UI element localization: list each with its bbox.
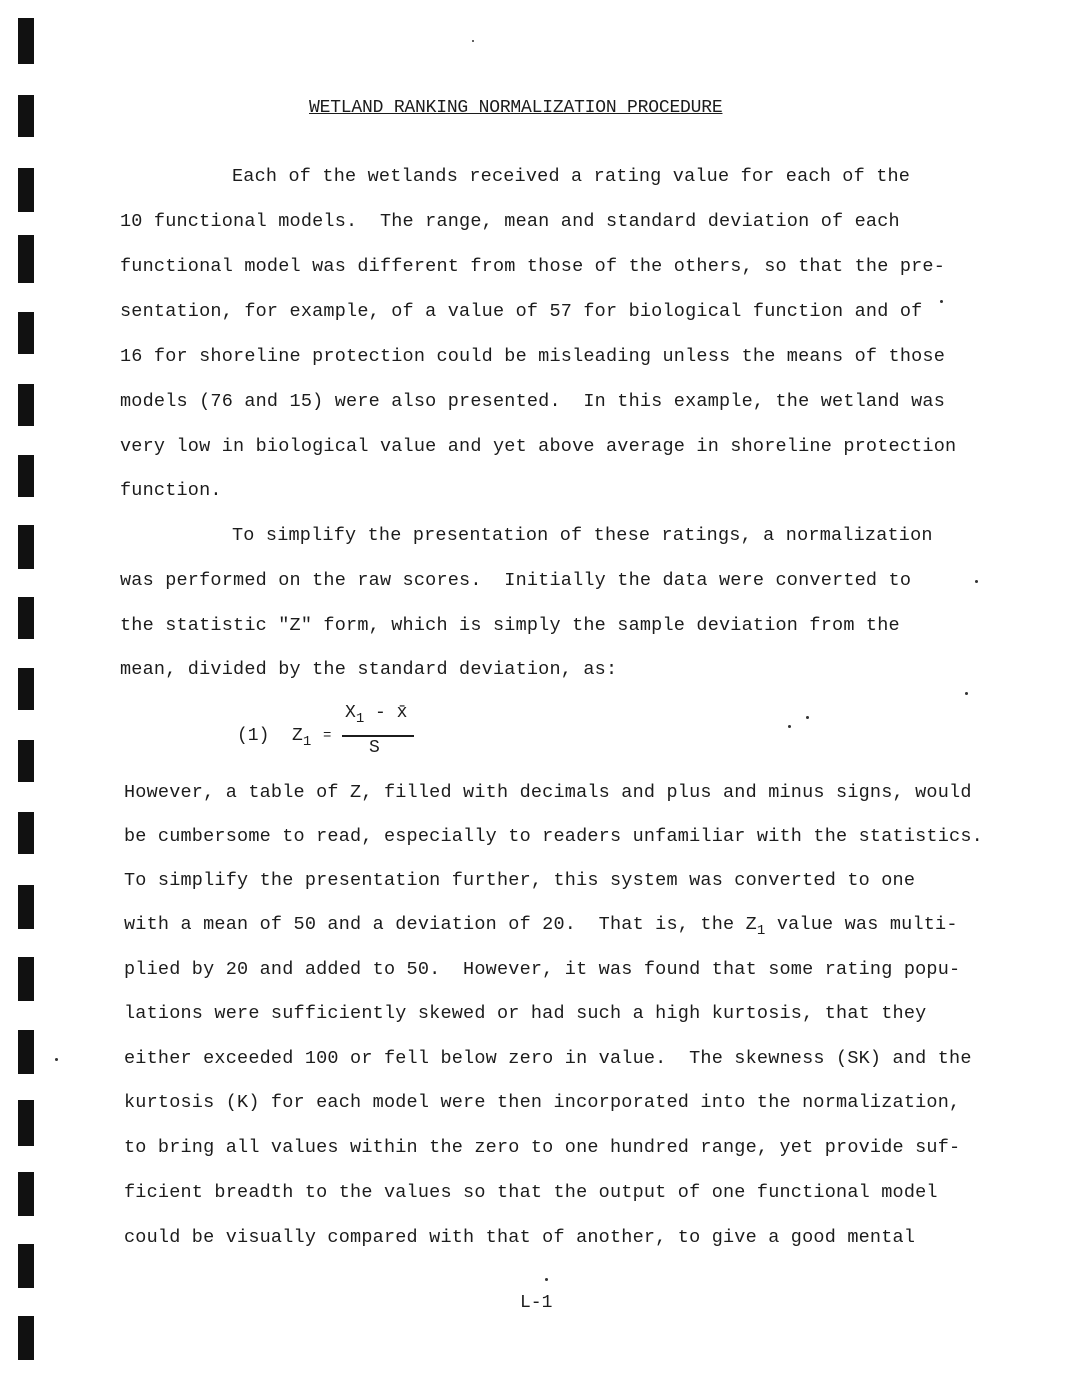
paragraph-line: functional model was different from those of the others, so that the pre- [120, 256, 946, 277]
binding-mark [18, 1244, 34, 1288]
paragraph-line: to bring all values within the zero to one hundred range, yet provide suf- [124, 1137, 961, 1158]
binding-mark [18, 597, 34, 639]
binding-mark [18, 1316, 34, 1360]
binding-mark [18, 384, 34, 426]
paragraph-line: sentation, for example, of a value of 57 for biological function and of [120, 301, 923, 322]
paragraph-line: kurtosis (K) for each model were then incorporated into the normalization, [124, 1092, 961, 1113]
binding-mark [18, 1100, 34, 1146]
binding-mark [18, 740, 34, 782]
binding-mark [18, 235, 34, 283]
paragraph-line: However, a table of Z, filled with decimals and plus and minus signs, would [124, 782, 972, 803]
document-title: WETLAND RANKING NORMALIZATION PROCEDURE [309, 98, 723, 118]
binding-mark [18, 668, 34, 710]
scan-speck [55, 1058, 58, 1061]
scan-speck [472, 40, 474, 42]
scan-speck [545, 1278, 548, 1281]
paragraph-line: be cumbersome to read, especially to readers unfamiliar with the statistics. [124, 826, 983, 847]
paragraph-line: was performed on the raw scores. Initially the data were converted to [120, 570, 912, 591]
scan-speck [788, 725, 791, 728]
paragraph-line: Each of the wetlands received a rating value for each of the [232, 166, 911, 187]
binding-mark [18, 455, 34, 497]
paragraph-line: the statistic "Z" form, which is simply the sample deviation from the [120, 615, 900, 636]
binding-mark [18, 885, 34, 929]
paragraph-line: function. [120, 480, 222, 501]
binding-mark [18, 1172, 34, 1216]
equation-numerator: $X_1$ - x̄ [345, 703, 408, 727]
fraction-bar [342, 735, 414, 737]
equation-denominator: S [369, 738, 380, 758]
paragraph-line: very low in biological value and yet above average in shoreline protection [120, 436, 957, 457]
paragraph-line: To simplify the presentation of these ratings, a normalization [232, 525, 933, 546]
page-number: L-1 [520, 1293, 553, 1313]
paragraph-line: with a mean of 50 and a deviation of 20. That is, the $Z_1$ value was multi- [124, 914, 958, 939]
equation-equals: = [323, 728, 332, 744]
scan-speck [806, 716, 809, 719]
paragraph-line: To simplify the presentation further, this system was converted to one [124, 870, 916, 891]
paragraph-line: mean, divided by the standard deviation, as: [120, 659, 618, 680]
paragraph-line: models (76 and 15) were also presented. In this example, the wetland was [120, 391, 946, 412]
scan-speck [940, 300, 943, 303]
binding-mark [18, 312, 34, 354]
paragraph-line: lations were sufficiently skewed or had such a high kurtosis, that they [124, 1003, 927, 1024]
binding-mark [18, 168, 34, 212]
paragraph-line: plied by 20 and added to 50. However, it was found that some rating popu- [124, 959, 961, 980]
paragraph-line: 16 for shoreline protection could be misleading unless the means of those [120, 346, 946, 367]
scan-speck [975, 580, 978, 583]
binding-mark [18, 812, 34, 854]
paragraph-line: 10 functional models. The range, mean and standard deviation of each [120, 211, 900, 232]
binding-mark [18, 525, 34, 569]
scan-speck [965, 692, 968, 695]
paragraph-line: could be visually compared with that of another, to give a good mental [124, 1227, 916, 1248]
paragraph-line: either exceeded 100 or fell below zero in value. The skewness (SK) and the [124, 1048, 972, 1069]
binding-mark [18, 957, 34, 1001]
binding-mark [18, 1030, 34, 1074]
paragraph-line: ficient breadth to the values so that the output of one functional model [124, 1182, 938, 1203]
equation-lhs: $Z_1$ [292, 726, 312, 750]
equation-number: (1) [237, 726, 270, 746]
